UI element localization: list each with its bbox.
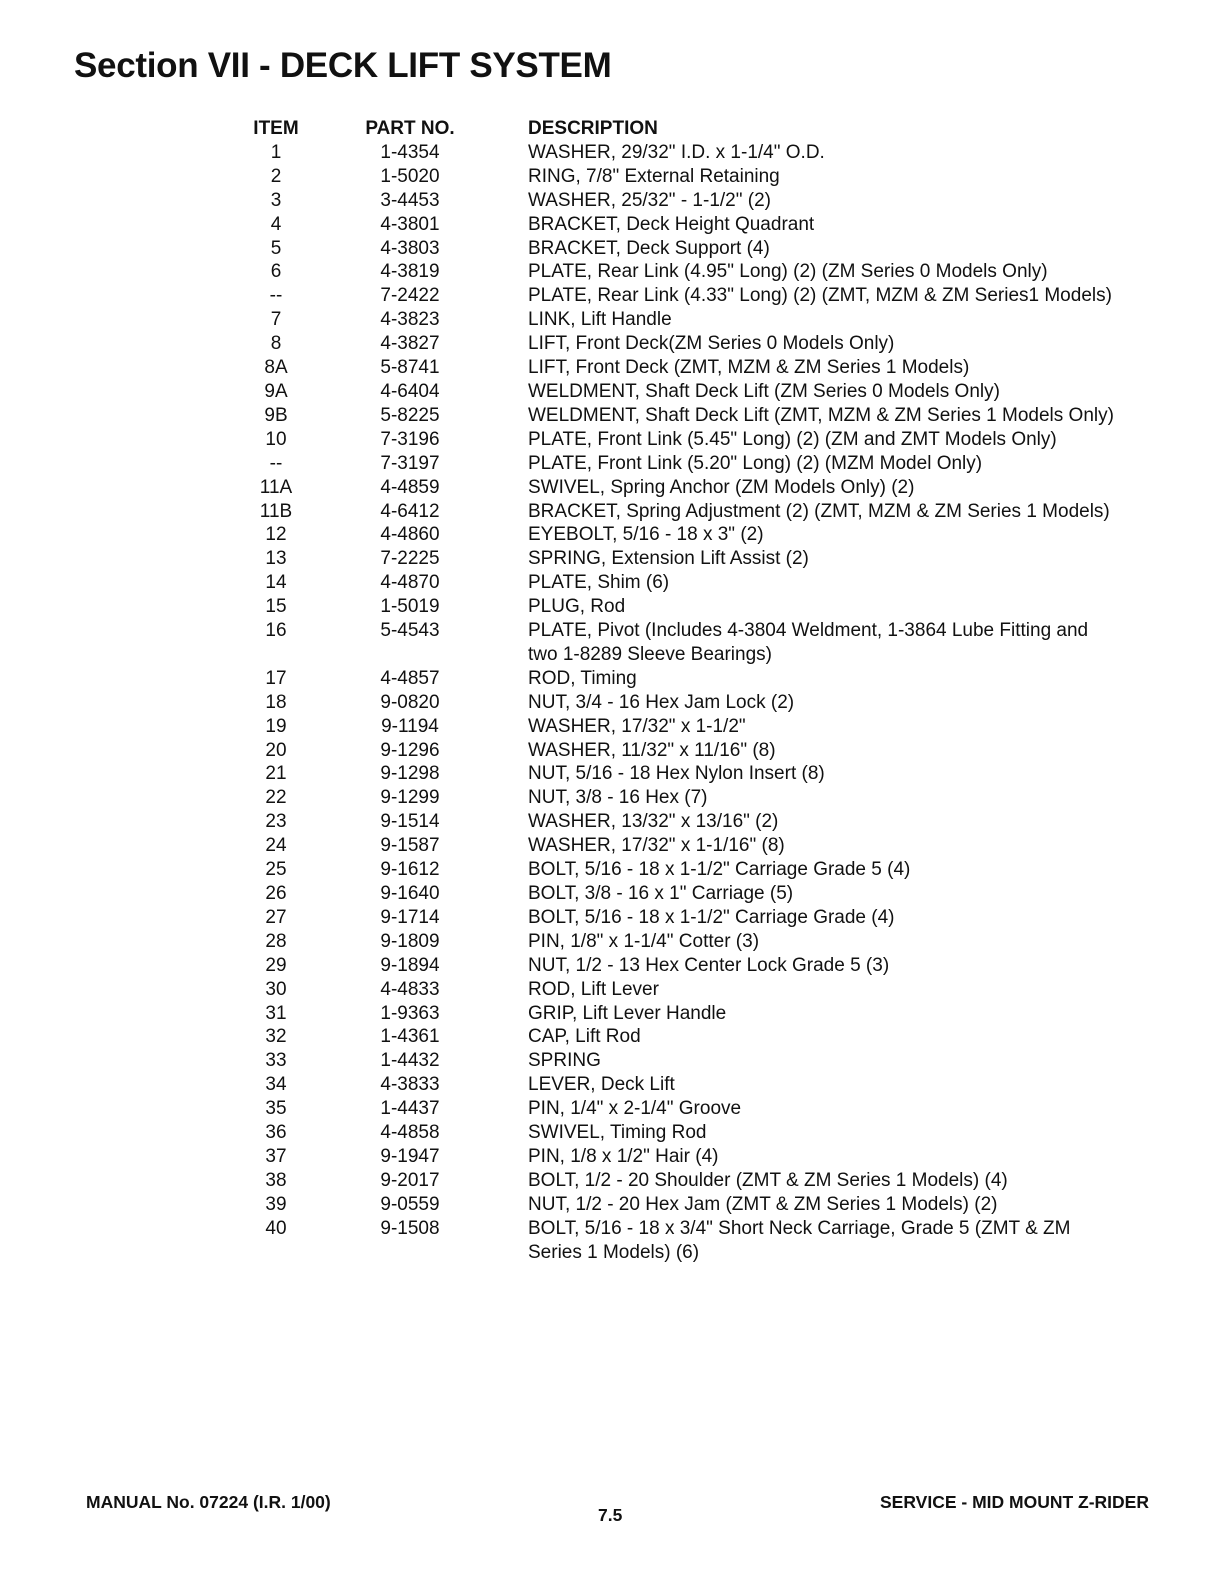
description-cell: PLUG, Rod [528, 596, 626, 618]
part-number-cell: 9-1714 [380, 906, 440, 928]
table-row [238, 762, 1168, 786]
table-row [238, 428, 1168, 452]
header-item: ITEM [253, 118, 299, 139]
table-row [238, 667, 1168, 691]
table-row [238, 1097, 1168, 1121]
part-number-cell: 4-4833 [380, 978, 440, 1000]
item-cell: 32 [265, 1026, 287, 1048]
table-row [238, 930, 1168, 954]
item-cell: 16 [265, 620, 287, 642]
part-number-cell: 9-1194 [381, 715, 439, 737]
part-number-cell: 9-1299 [380, 787, 440, 809]
description-cell: NUT, 3/8 - 16 Hex (7) [528, 787, 708, 809]
part-number-cell: 7-3196 [380, 428, 440, 450]
table-row [238, 786, 1168, 810]
table-row [238, 882, 1168, 906]
part-number-cell: 9-1514 [380, 811, 440, 833]
item-cell: 5 [270, 237, 282, 259]
part-number-cell: 9-1296 [380, 739, 440, 761]
description-cell: CAP, Lift Rod [528, 1026, 641, 1048]
description-cell: NUT, 5/16 - 18 Hex Nylon Insert (8) [528, 763, 825, 785]
table-row [238, 1025, 1168, 1049]
part-number-cell: 4-3803 [380, 237, 440, 259]
part-number-cell: 4-3801 [380, 213, 440, 235]
item-cell: 18 [265, 691, 287, 713]
item-cell: 9B [264, 404, 288, 426]
table-row [238, 691, 1168, 715]
description-cell: EYEBOLT, 5/16 - 18 x 3" (2) [528, 524, 764, 546]
table-row [238, 810, 1168, 834]
description-cell: GRIP, Lift Lever Handle [528, 1002, 727, 1024]
part-number-cell: 9-0559 [380, 1193, 440, 1215]
page-title: Section VII - DECK LIFT SYSTEM [74, 46, 612, 85]
item-cell: 36 [265, 1122, 287, 1144]
description-cell: Series 1 Models) (6) [528, 1241, 700, 1263]
description-cell: NUT, 1/2 - 13 Hex Center Lock Grade 5 (3) [528, 954, 890, 976]
part-number-cell: 4-4870 [380, 572, 440, 594]
description-cell: PLATE, Rear Link (4.95" Long) (2) (ZM Series 0 Models Only) [528, 261, 1048, 283]
table-row [238, 332, 1168, 356]
part-number-cell: 9-2017 [380, 1169, 440, 1191]
header-part-no: PART NO. [365, 118, 455, 139]
item-cell: 38 [265, 1169, 287, 1191]
header-description: DESCRIPTION [528, 118, 658, 139]
table-row [238, 547, 1168, 571]
description-cell: NUT, 1/2 - 20 Hex Jam (ZMT & ZM Series 1 Models) (2) [528, 1193, 998, 1215]
table-row [238, 260, 1168, 284]
part-number-cell: 9-1587 [380, 835, 440, 857]
table-row [238, 571, 1168, 595]
item-cell: 31 [265, 1002, 287, 1024]
item-cell: 17 [265, 667, 287, 689]
table-row [238, 1193, 1168, 1217]
item-cell: 8 [270, 333, 282, 355]
table-row [238, 1217, 1168, 1241]
description-cell: PIN, 1/8" x 1-1/4" Cotter (3) [528, 930, 760, 952]
description-cell: BOLT, 5/16 - 18 x 1-1/2" Carriage Grade (4) [528, 906, 895, 928]
item-cell: 28 [265, 930, 287, 952]
part-number-cell: 3-4453 [380, 189, 440, 211]
table-row [238, 1073, 1168, 1097]
part-number-cell: 9-1612 [380, 859, 440, 881]
description-cell: WASHER, 25/32" - 1-1/2" (2) [528, 189, 771, 211]
part-number-cell: 5-4543 [380, 620, 440, 642]
part-number-cell: 5-8225 [380, 404, 440, 426]
description-cell: LINK, Lift Handle [528, 309, 672, 331]
item-cell [238, 1241, 314, 1265]
table-row [238, 141, 1168, 165]
table-row [238, 476, 1168, 500]
item-cell: 7 [270, 309, 282, 331]
item-cell: 22 [265, 787, 287, 809]
table-row [238, 906, 1168, 930]
part-number-cell: 4-4859 [380, 476, 440, 498]
part-number-cell: 4-6404 [380, 380, 440, 402]
description-cell: WASHER, 11/32" x 11/16" (8) [528, 739, 776, 761]
table-row [238, 1002, 1168, 1026]
part-number-cell: 1-4437 [380, 1098, 440, 1120]
item-cell: 3 [270, 189, 282, 211]
manual-title: SERVICE - MID MOUNT Z-RIDER [880, 1492, 1149, 1512]
item-cell: 4 [270, 213, 282, 235]
description-cell: WASHER, 13/32" x 13/16" (2) [528, 811, 779, 833]
description-cell: PIN, 1/8 x 1/2" Hair (4) [528, 1145, 719, 1167]
item-cell: 11B [259, 500, 293, 522]
description-cell: BOLT, 5/16 - 18 x 1-1/2" Carriage Grade 5 (4) [528, 859, 911, 881]
table-row [238, 858, 1168, 882]
description-cell: NUT, 3/4 - 16 Hex Jam Lock (2) [528, 691, 795, 713]
table-body [238, 141, 1168, 1265]
item-cell: 23 [265, 811, 287, 833]
description-cell: WASHER, 29/32" I.D. x 1-1/4" O.D. [528, 141, 825, 163]
description-cell: ROD, Timing [528, 667, 637, 689]
item-cell: 6 [270, 261, 282, 283]
item-cell: 14 [265, 572, 287, 594]
item-cell: 37 [265, 1145, 287, 1167]
item-cell: 21 [265, 763, 287, 785]
part-number-cell: 4-4860 [380, 524, 440, 546]
table-row [238, 978, 1168, 1002]
part-number-cell: 9-0820 [380, 691, 440, 713]
part-number-cell: 9-1809 [380, 930, 440, 952]
item-cell: 25 [265, 859, 287, 881]
table-row [238, 308, 1168, 332]
part-number-cell: 9-1508 [380, 1217, 440, 1239]
part-number-cell: 4-3819 [380, 261, 440, 283]
item-cell: 30 [265, 978, 287, 1000]
description-cell: SPRING [528, 1050, 601, 1072]
item-cell: 1 [270, 141, 282, 163]
page-number: 7.5 [598, 1505, 623, 1525]
part-number-cell: 7-2225 [380, 548, 440, 570]
item-cell: -- [269, 285, 283, 307]
description-cell: PIN, 1/4" x 2-1/4" Groove [528, 1098, 742, 1120]
table-row [238, 1145, 1168, 1169]
part-number-cell: 9-1947 [380, 1145, 440, 1167]
item-cell: 39 [265, 1193, 287, 1215]
part-number-cell: 1-9363 [380, 1002, 440, 1024]
item-cell: 27 [265, 906, 287, 928]
part-number-cell: 1-5020 [380, 165, 440, 187]
description-cell: WASHER, 17/32" x 1-1/2" [528, 715, 746, 737]
description-cell: PLATE, Rear Link (4.33" Long) (2) (ZMT, MZM & ZM Series1 Models) [528, 285, 1112, 307]
table-row [238, 619, 1168, 643]
table-row [238, 380, 1168, 404]
part-number-cell [330, 643, 490, 667]
item-cell: 8A [264, 357, 288, 379]
table-row [238, 189, 1168, 213]
part-number-cell: 4-3827 [380, 333, 440, 355]
item-cell: 13 [265, 548, 287, 570]
table-header [238, 117, 1168, 141]
table-row [238, 643, 1168, 667]
description-cell: LEVER, Deck Lift [528, 1074, 675, 1096]
part-number-cell: 1-4361 [380, 1026, 440, 1048]
table-row [238, 404, 1168, 428]
item-cell: 40 [265, 1217, 287, 1239]
table-row [238, 237, 1168, 261]
part-number-cell [330, 1241, 490, 1265]
part-number-cell: 7-3197 [380, 452, 440, 474]
table-row [238, 595, 1168, 619]
table-row [238, 213, 1168, 237]
part-number-cell: 9-1298 [380, 763, 440, 785]
description-cell: PLATE, Front Link (5.45" Long) (2) (ZM and ZMT Models Only) [528, 428, 1057, 450]
part-number-cell: 4-6412 [380, 500, 440, 522]
description-cell: WASHER, 17/32" x 1-1/16" (8) [528, 835, 785, 857]
item-cell: 12 [265, 524, 287, 546]
description-cell: SPRING, Extension Lift Assist (2) [528, 548, 809, 570]
item-cell: 11A [259, 476, 293, 498]
table-row [238, 739, 1168, 763]
table-row [238, 834, 1168, 858]
description-cell: SWIVEL, Spring Anchor (ZM Models Only) (2) [528, 476, 915, 498]
parts-table [238, 117, 1168, 1265]
description-cell: WELDMENT, Shaft Deck Lift (ZMT, MZM & ZM Series 1 Models Only) [528, 404, 1114, 426]
table-row [238, 1241, 1168, 1265]
description-cell: RING, 7/8" External Retaining [528, 165, 780, 187]
item-cell: 2 [270, 165, 282, 187]
table-row [238, 165, 1168, 189]
item-cell: 26 [265, 883, 287, 904]
description-cell: BOLT, 5/16 - 18 x 3/4" Short Neck Carriage, Grade 5 (ZMT & ZM [528, 1217, 1071, 1239]
table-row [238, 954, 1168, 978]
part-number-cell: 1-4354 [380, 141, 440, 163]
description-cell: two 1-8289 Sleeve Bearings) [528, 643, 772, 665]
item-cell: 24 [265, 835, 287, 857]
description-cell: PLATE, Shim (6) [528, 572, 670, 594]
table-row [238, 356, 1168, 380]
item-cell: 15 [265, 596, 287, 618]
item-cell: 19 [265, 715, 287, 737]
description-cell: LIFT, Front Deck(ZM Series 0 Models Only) [528, 333, 895, 355]
description-cell: BRACKET, Deck Height Quadrant [528, 213, 815, 235]
part-number-cell: 1-5019 [380, 596, 440, 618]
description-cell: PLATE, Front Link (5.20" Long) (2) (MZM Model Only) [528, 452, 983, 474]
description-cell: BRACKET, Spring Adjustment (2) (ZMT, MZM & ZM Series 1 Models) [528, 500, 1110, 522]
description-cell: BOLT, 1/2 - 20 Shoulder (ZMT & ZM Series 1 Models) (4) [528, 1169, 1008, 1191]
table-row [238, 452, 1168, 476]
item-cell: 20 [265, 739, 287, 761]
part-number-cell: 4-4857 [380, 667, 440, 689]
item-cell: -- [269, 452, 283, 474]
description-cell: WELDMENT, Shaft Deck Lift (ZM Series 0 Models Only) [528, 380, 1000, 402]
item-cell: 35 [265, 1098, 287, 1120]
item-cell: 33 [265, 1050, 287, 1072]
part-number-cell: 9-1894 [380, 954, 440, 976]
description-cell: BRACKET, Deck Support (4) [528, 237, 770, 259]
description-cell: BOLT, 3/8 - 16 x 1" Carriage (5) [528, 883, 794, 904]
item-cell: 29 [265, 954, 287, 976]
description-cell: PLATE, Pivot (Includes 4-3804 Weldment, 1-3864 Lube Fitting and [528, 620, 1089, 642]
part-number-cell: 4-3833 [380, 1074, 440, 1096]
description-cell: ROD, Lift Lever [528, 978, 659, 1000]
table-row [238, 1049, 1168, 1073]
table-row [238, 1121, 1168, 1145]
table-row [238, 715, 1168, 739]
part-number-cell: 1-4432 [380, 1050, 440, 1072]
table-row [238, 284, 1168, 308]
manual-number: MANUAL No. 07224 (I.R. 1/00) [86, 1492, 331, 1512]
description-cell: LIFT, Front Deck (ZMT, MZM & ZM Series 1 Models) [528, 357, 970, 379]
table-row [238, 500, 1168, 524]
description-cell: SWIVEL, Timing Rod [528, 1122, 707, 1144]
table-row [238, 523, 1168, 547]
item-cell [238, 643, 314, 667]
part-number-cell: 5-8741 [380, 357, 440, 379]
part-number-cell: 4-3823 [380, 309, 440, 331]
item-cell: 34 [265, 1074, 287, 1096]
part-number-cell: 9-1640 [380, 883, 440, 904]
part-number-cell: 7-2422 [380, 285, 440, 307]
item-cell: 10 [265, 428, 287, 450]
item-cell: 9A [264, 380, 288, 402]
part-number-cell: 4-4858 [380, 1122, 440, 1144]
table-row [238, 1169, 1168, 1193]
